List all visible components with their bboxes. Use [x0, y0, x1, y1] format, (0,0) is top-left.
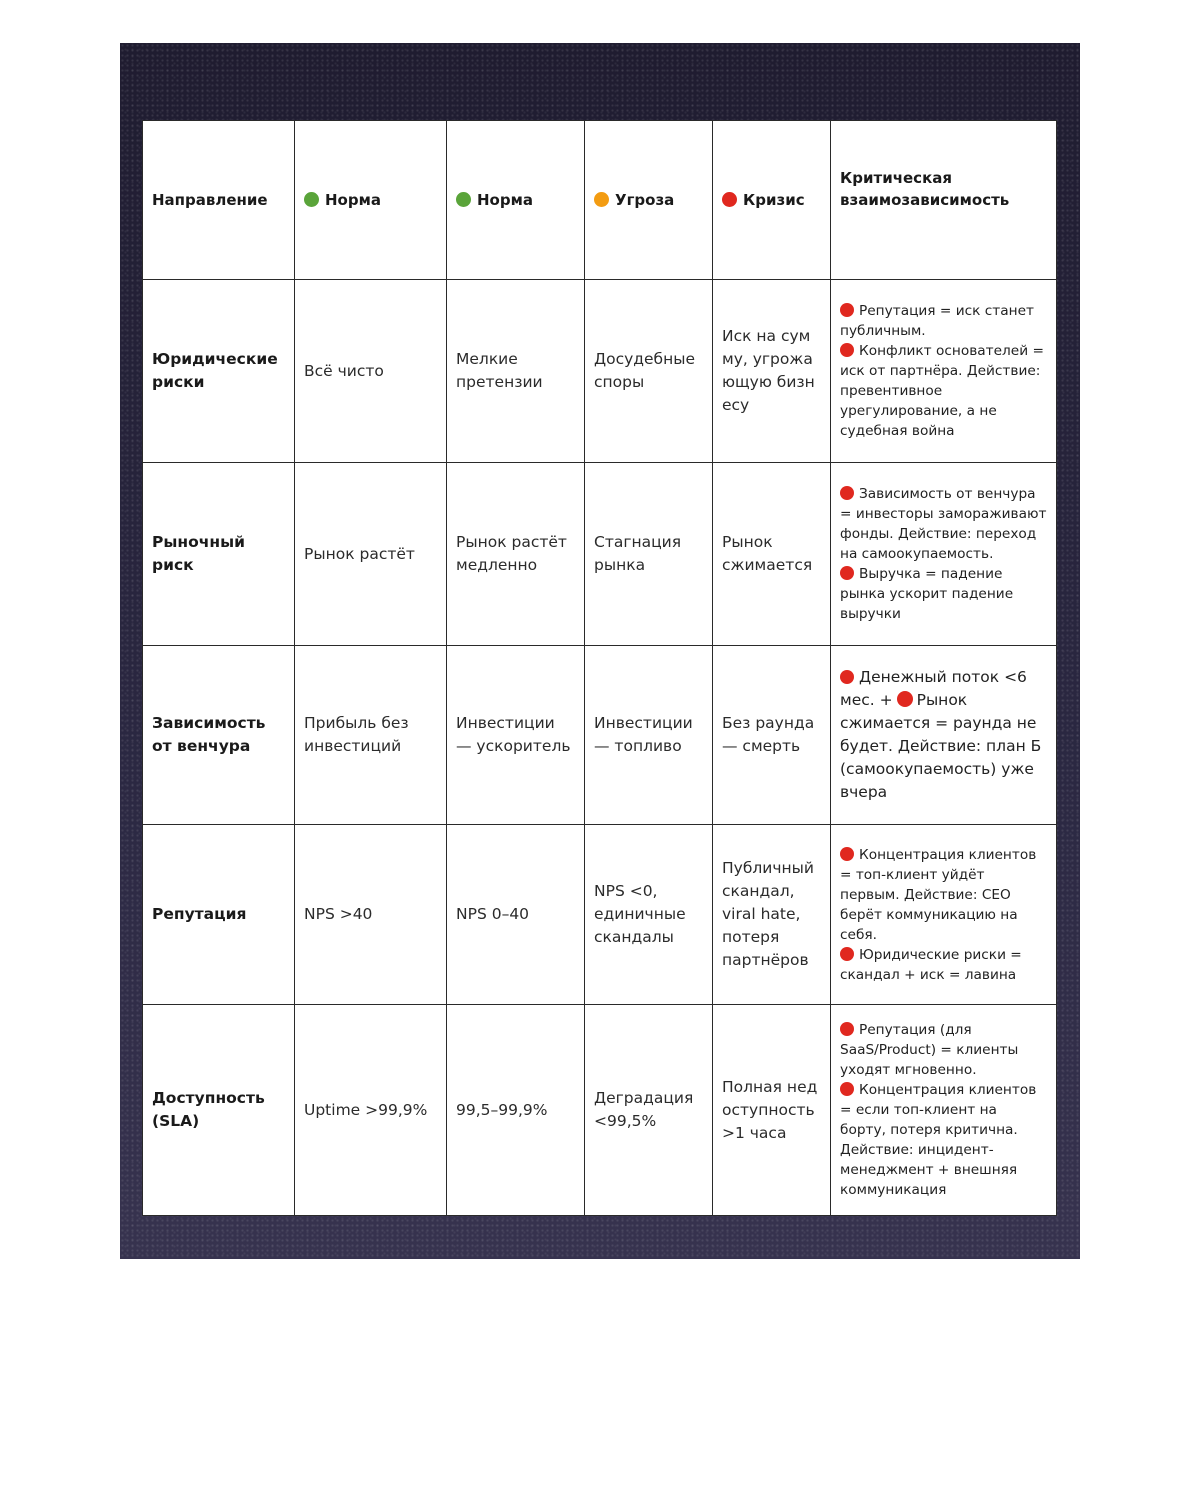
row-direction: Репутация [152, 905, 247, 923]
green-circle-icon [456, 192, 471, 207]
header-cell-threat [585, 121, 713, 280]
table-row [143, 825, 1057, 1005]
row-dependency [840, 666, 1047, 804]
row-norm-1: Всё чисто [304, 361, 384, 380]
green-circle-icon [304, 192, 319, 207]
dependency-text-a: Зависимость от венчура = инвесторы замораживают фонды. Действие: переход на самоокупаемость. [840, 486, 1047, 562]
header-dependency: Критическая взаимозависимость [840, 169, 1010, 209]
header-crisis: Кризис [743, 191, 805, 209]
row-norm-1: Прибыль без инвестиций [304, 714, 409, 755]
row-direction: Юридические риски [152, 350, 278, 391]
dependency-text-b: Концентрация клиентов = если топ-клиент на борту, потеря критична. Действие: инцидент-менеджмент + внешняя коммуникация [840, 1082, 1037, 1198]
dependency-text-b: Выручка = падение рынка ускорит падение выручки [840, 566, 1014, 622]
row-dependency [840, 1020, 1047, 1200]
table-row [143, 646, 1057, 825]
table-row [143, 280, 1057, 463]
red-circle-icon [840, 1082, 854, 1096]
table-row [143, 463, 1057, 646]
header-direction: Направление [152, 191, 268, 209]
row-dependency [840, 845, 1047, 985]
row-direction: Зависимость от венчура [152, 714, 266, 755]
row-threat: Деградация <99,5% [594, 1089, 694, 1130]
header-norm-1: Норма [325, 191, 381, 209]
row-direction: Рыночный риск [152, 533, 245, 574]
row-norm-2: Мелкие претензии [456, 350, 543, 391]
dependency-text-b: Юридические риски = скандал + иск = лавина [840, 946, 1022, 983]
row-threat: Стагнация рынка [594, 533, 682, 574]
red-circle-icon [840, 847, 854, 861]
header-cell-direction [143, 121, 295, 280]
header-cell-norm-2 [447, 121, 585, 280]
red-circle-icon [897, 691, 913, 707]
orange-circle-icon [594, 192, 609, 207]
risk-matrix-table [142, 120, 1057, 1216]
row-norm-2: 99,5–99,9% [456, 1100, 548, 1119]
red-circle-icon [840, 947, 854, 961]
red-circle-icon [722, 192, 737, 207]
row-threat: Инвестиции — топливо [594, 714, 693, 755]
dependency-text-b: Конфликт основателей = иск от партнёра. Действие: превентивное урегулирование, а не судебная война [840, 343, 1044, 439]
row-crisis: Публичный скандал, viral hate, потеря партнёров [722, 859, 814, 969]
row-crisis: Без раунда — смерть [722, 714, 815, 755]
table-row [143, 1005, 1057, 1216]
row-crisis: Полная недоступность >1 часа [722, 1077, 818, 1142]
row-crisis: Рынок сжимается [722, 533, 813, 574]
red-circle-icon [840, 303, 854, 317]
row-crisis: Иск на сумму, угрожающую бизнесу [722, 327, 815, 414]
row-norm-1: NPS >40 [304, 905, 373, 923]
row-norm-2: NPS 0–40 [456, 905, 530, 923]
row-threat: Досудебные споры [594, 350, 696, 391]
red-circle-icon [840, 566, 854, 580]
header-cell-norm-1 [295, 121, 447, 280]
header-row [143, 121, 1057, 280]
row-dependency [840, 301, 1047, 441]
dependency-text-b: Рынок сжимается = раунда не будет. Действие: план Б (самоокупаемость) уже вчера [840, 691, 1042, 801]
row-direction: Доступность (SLA) [152, 1089, 265, 1130]
header-cell-crisis [713, 121, 831, 280]
row-dependency [840, 484, 1047, 624]
dependency-text-a: Репутация (для SaaS/Product) = клиенты уходят мгновенно. [840, 1022, 1019, 1078]
row-threat: NPS <0, единичные скандалы [594, 882, 686, 946]
header-cell-dependency [831, 121, 1057, 280]
header-norm-2: Норма [477, 191, 533, 209]
red-circle-icon [840, 343, 854, 357]
row-norm-2: Инвестиции — ускоритель [456, 714, 571, 755]
row-norm-1: Uptime >99,9% [304, 1100, 428, 1119]
red-circle-icon [840, 486, 854, 500]
red-circle-icon [840, 670, 854, 684]
header-threat: Угроза [615, 191, 675, 209]
row-norm-2: Рынок растёт медленно [456, 533, 567, 574]
dependency-text-a: Репутация = иск станет публичным. [840, 303, 1034, 339]
row-norm-1: Рынок растёт [304, 544, 415, 563]
red-circle-icon [840, 1022, 854, 1036]
dependency-text-a: Концентрация клиентов = топ-клиент уйдёт первым. Действие: CEO берёт коммуникацию на себя. [840, 846, 1037, 943]
dependency-text-a: Денежный поток <6 мес. + [840, 668, 1027, 709]
